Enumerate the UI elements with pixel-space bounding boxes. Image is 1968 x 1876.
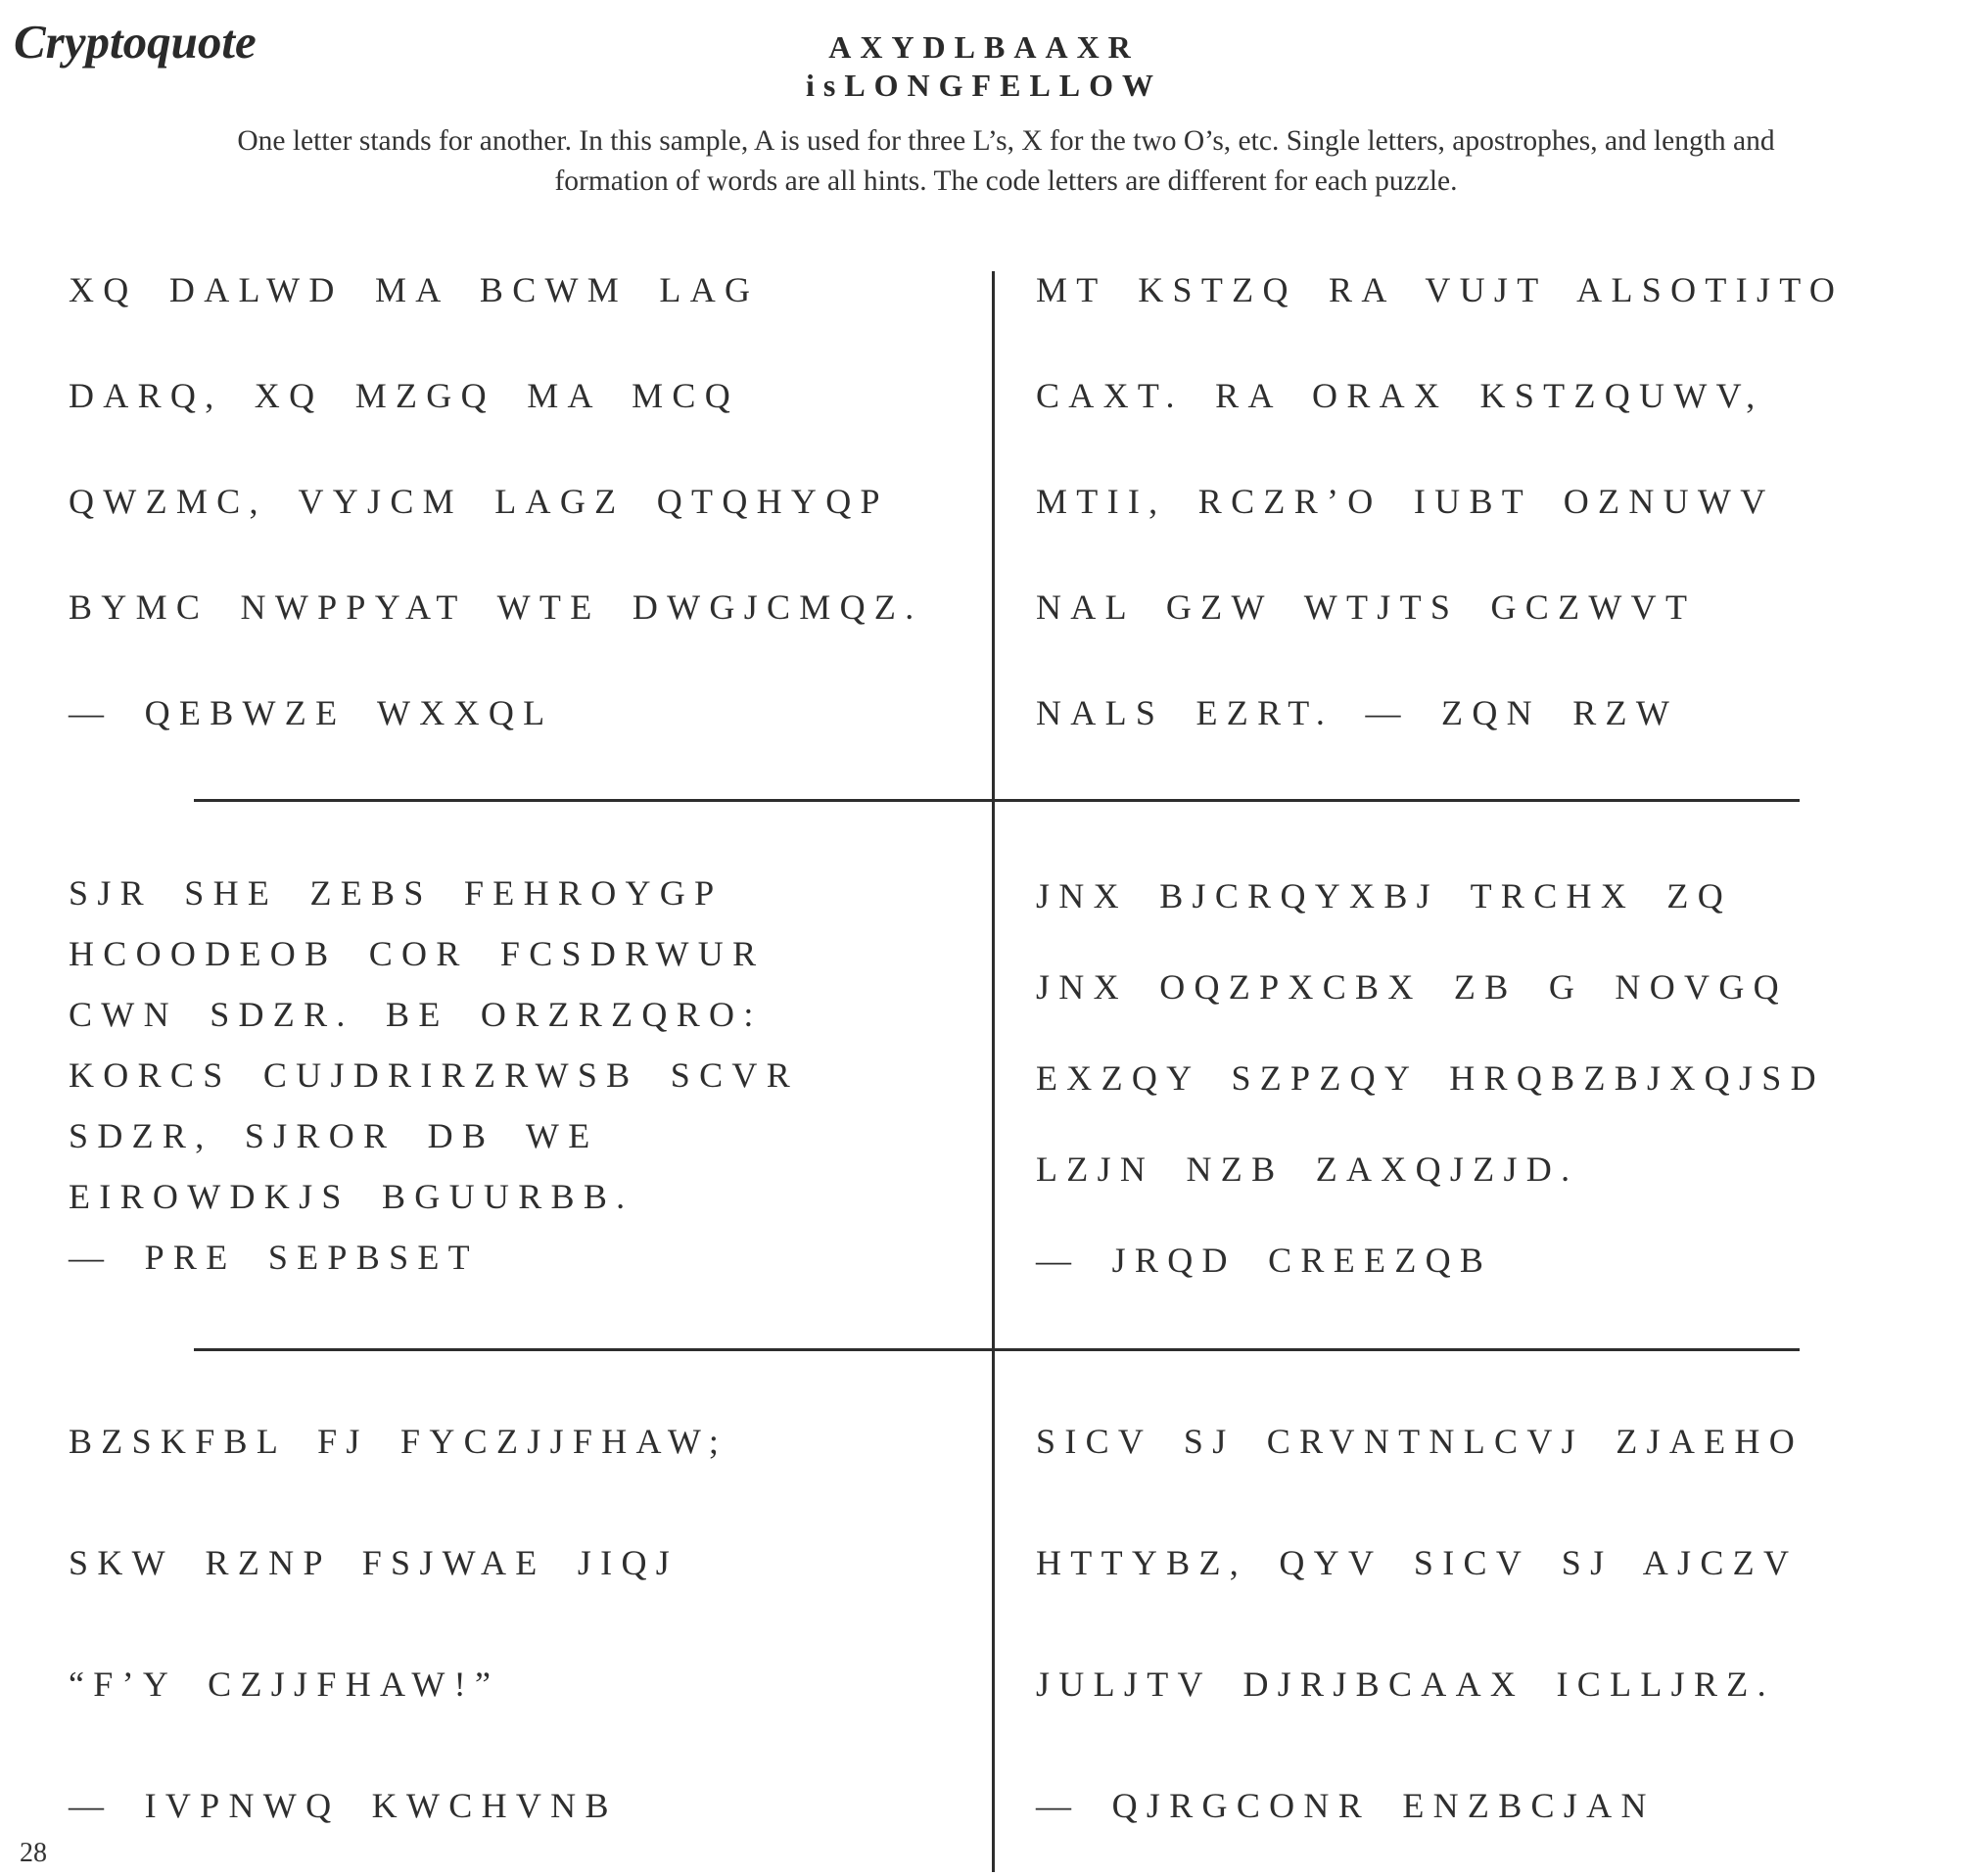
puzzle-line: JNX BJCRQYXBJ TRCHX ZQ — [1036, 876, 1733, 915]
puzzle-line: XQ DALWD MA BCWM LAG — [69, 270, 760, 309]
puzzle-line: BYMC NWPPYAT WTE DWGJCMQZ. — [69, 587, 923, 627]
sample-answer: isLONGFELLOW — [805, 68, 1163, 103]
puzzle-line: EXZQY SZPZQY HRQBZBJXQJSD — [1036, 1058, 1825, 1098]
puzzle-attribution: — PRE SEPBSET — [69, 1238, 479, 1277]
page-title: Cryptoquote — [14, 15, 257, 69]
puzzle-line: DARQ, XQ MZGQ MA MCQ — [69, 376, 740, 415]
instructions-line-1: One letter stands for another. In this sample, A is used for three L’s, X for the two O’s, etc. Single letters, apostrophes, and length and — [237, 125, 1775, 157]
puzzle-line: KORCS CUJDRIRZRWSB SCVR — [69, 1055, 800, 1095]
puzzle-line: NALS EZRT. — ZQN RZW — [1036, 693, 1679, 732]
page-number: 28 — [20, 1838, 47, 1868]
puzzle-line: JNX OQZPXCBX ZB G NOVGQ — [1036, 967, 1788, 1007]
puzzle-line: EIROWDKJS BGUURBB. — [69, 1177, 634, 1216]
puzzle-line: CWN SDZR. BE ORZRZQRO: — [69, 995, 763, 1034]
puzzle-line: MTII, RCZR’O IUBT OZNUWV — [1036, 482, 1775, 521]
puzzle-line: BZSKFBL FJ FYCZJJFHAW; — [69, 1422, 728, 1461]
vertical-divider — [992, 271, 995, 1872]
puzzle-line: HTTYBZ, QYV SICV SJ AJCZV — [1036, 1543, 1799, 1582]
puzzle-line: “F’Y CZJJFHAW!” — [69, 1665, 500, 1704]
horizontal-divider-2 — [194, 1348, 1800, 1351]
puzzle-line: SDZR, SJROR DB WE — [69, 1116, 599, 1155]
puzzle-line: LZJN NZB ZAXQJZJD. — [1036, 1149, 1579, 1189]
puzzle-attribution: — QEBWZE WXXQL — [69, 693, 554, 732]
puzzle-line: MT KSTZQ RA VUJT ALSOTIJTO — [1036, 270, 1845, 309]
puzzle-attribution: — IVPNWQ KWCHVNB — [69, 1786, 618, 1825]
puzzle-attribution: — JRQD CREEZQB — [1036, 1241, 1493, 1280]
sample-code: AXYDLBAAXR — [828, 29, 1140, 65]
instructions — [59, 121, 1953, 202]
horizontal-divider-1 — [194, 799, 1800, 802]
puzzle-line: JULJTV DJRJBCAAX ICLLJRZ. — [1036, 1665, 1775, 1704]
puzzle-line: SKW RZNP FSJWAE JIQJ — [69, 1543, 679, 1582]
puzzle-line: SICV SJ CRVNTNLCVJ ZJAEHO — [1036, 1422, 1804, 1461]
puzzle-line: CAXT. RA ORAX KSTZQUWV, — [1036, 376, 1764, 415]
puzzle-line: HCOODEOB COR FCSDRWUR — [69, 934, 766, 973]
puzzle-line: NAL GZW WTJTS GCZWVT — [1036, 587, 1697, 627]
puzzle-line: QWZMC, VYJCM LAGZ QTQHYQP — [69, 482, 889, 521]
instructions-line-2: formation of words are all hints. The code letters are different for each puzzle. — [554, 165, 1458, 197]
puzzle-attribution: — QJRGCONR ENZBCJAN — [1036, 1786, 1656, 1825]
puzzle-line: SJR SHE ZEBS FEHROYGP — [69, 873, 724, 913]
